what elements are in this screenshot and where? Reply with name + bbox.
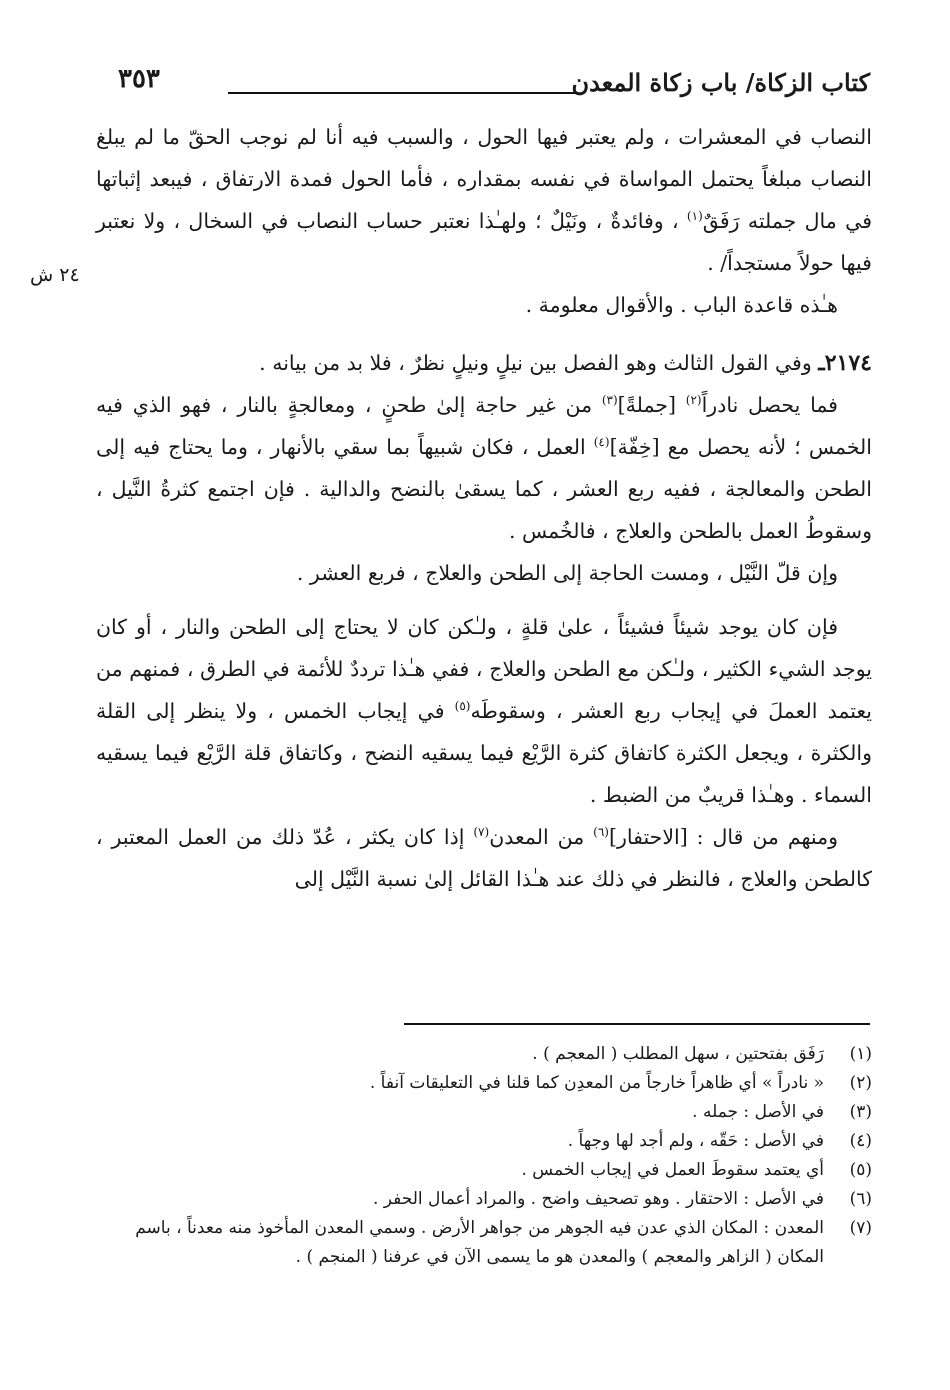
paragraph-5: وإن قلّ النَّيْل ، ومست الحاجة إلى الطحن والعلاج ، فربع العشر . [296, 561, 838, 585]
header-rule [228, 92, 578, 94]
paragraph-2: هـٰذه قاعدة الباب . والأقوال معلومة . [525, 293, 838, 317]
page-number: ٣٥٣ [118, 64, 160, 94]
footnote [96, 1185, 872, 1214]
footnote [96, 1156, 872, 1185]
footnote-number: (٥) [849, 1160, 872, 1180]
footnote-separator [404, 1023, 870, 1025]
footnote-text: « نادراً » أي ظاهراً خارجاً من المعدِن كما قلنا في التعليقات آنفاً . [369, 1073, 824, 1093]
issue-number: ٢١٧٤ـ [818, 350, 872, 376]
footnote-ref-1: (١) [686, 209, 703, 224]
footnote-number: (٢) [849, 1073, 872, 1093]
margin-folio-note: ٢٤ ش [30, 264, 80, 286]
footnote-ref-4: (٤) [593, 435, 610, 450]
footnote-text: في الأصل : حَقّه ، ولم أجد لها وجهاً . [567, 1131, 824, 1151]
main-text [96, 116, 872, 900]
running-header [100, 62, 870, 108]
footnote-number: (٦) [849, 1189, 872, 1209]
footnote-text: أي يعتمد سقوطَ العمل في إيجاب الخمس . [521, 1160, 824, 1180]
paragraph-6: فإن كان يوجد شيئاً فشيئاً ، علىٰ قلةٍ ، ولـٰكن كان لا يحتاج إلى الطحن والنار ، أو كان يوجد الشيء الكثير ، ولـٰكن مع الطحن والعلاج ، ففي هـٰذا ترددٌ للأئمة في الطرق ، فمنهم من يعتمد العملَ في إيجاب ربع العشر ، وسقوطَه$^{(٥)}$ في إيجاب الخمس ، ولا ينظر إلى القلة والكثرة ، ويجعل الكثرة كاتفاق كثرة الرَّيْع فيما يسقيه النضح ، وكاتفاق قلة الرَّيْع فيما يسقيه السماء . وهـٰذا قريبٌ من الضبط . [96, 615, 873, 807]
footnotes [96, 1040, 872, 1272]
footnote-number: (٣) [849, 1102, 872, 1122]
footnote [96, 1127, 872, 1156]
footnote-number: (١) [849, 1044, 872, 1064]
footnote-number: (٧) [849, 1218, 872, 1238]
footnote-number: (٤) [849, 1131, 872, 1151]
footnote [96, 1069, 872, 1098]
footnote-text: المعدن : المكان الذي عدن فيه الجوهر من جواهر الأرض . وسمي المعدن المأخوذ منه معدناً ، باسم المكان ( الزاهر والمعجم ) والمعدن هو ما يسمى الآن في عرفنا ( المنجم ) . [135, 1218, 824, 1267]
paragraph-1: النصاب في المعشرات ، ولم يعتبر فيها الحول ، والسبب فيه أنا لم نوجب الحقّ ما لم يبلغ النصاب مبلغاً يحتمل المواساة في نفسه بمقداره ، فأما الحول فمدة الارتفاق ، فيبعد إثباتها في مال جملته رَفَقٌ$^{(١)}$ ، وفائدةٌ ، ونَيْلٌ ؛ ولهـٰذا نعتبر حساب النصاب في السخال ، ولا نعتبر فيها حولاً مستجداً/ . [96, 125, 872, 275]
header-title: كتاب الزكاة/ باب زكاة المعدن [571, 68, 870, 97]
footnote [96, 1098, 872, 1127]
footnote-ref-5: (٥) [454, 699, 471, 714]
footnote-ref-2: (٢) [685, 393, 702, 408]
footnote-text: في الأصل : الاحتقار . وهو تصحيف واضح . والمراد أعمال الحفر . [372, 1189, 824, 1209]
paragraph-4: فما يحصل نادراً$^{(٢)}$ [جملةً]$^{(٣)}$ من غير حاجة إلىٰ طحنٍ ، ومعالجةٍ بالنار ، فهو الذي فيه الخمس ؛ لأنه يحصل مع [خِفّة]$^{(٤)}$ العمل ، فكان شبيهاً بما سقي بالأنهار ، وما يحتاج فيه إلى الطحن والمعالجة ، ففيه ربع العشر ، كما يسقىٰ بالنضح والدالية . فإن اجتمع كثرةُ النَّيل ، وسقوطُ العمل بالطحن والعلاج ، فالخُمس . [96, 393, 872, 543]
paragraph-3: ٢١٧٤ـ وفي القول الثالث وهو الفصل بين نيلٍ ونيلٍ نظرٌ ، فلا بد من بيانه . [259, 350, 872, 376]
footnote-text: رَفَق بفتحتين ، سهل المطلب ( المعجم ) . [532, 1044, 824, 1064]
paragraph-7: ومنهم من قال : [الاحتفار]$^{(٦)}$ من المعدن$^{(٧)}$ إذا كان يكثر ، عُدّ ذلك من العمل المعتبر ، كالطحن والعلاج ، فالنظر في ذلك عند هـٰذا القائل إلىٰ نسبة النَّيْل إلى [96, 825, 872, 891]
footnote-ref-7: (٧) [473, 825, 490, 840]
footnote [96, 1214, 872, 1272]
footnote-ref-3: (٣) [601, 393, 618, 408]
footnote-ref-6: (٦) [593, 825, 609, 840]
footnote-text: في الأصل : جمله . [692, 1102, 824, 1122]
footnote [96, 1040, 872, 1069]
